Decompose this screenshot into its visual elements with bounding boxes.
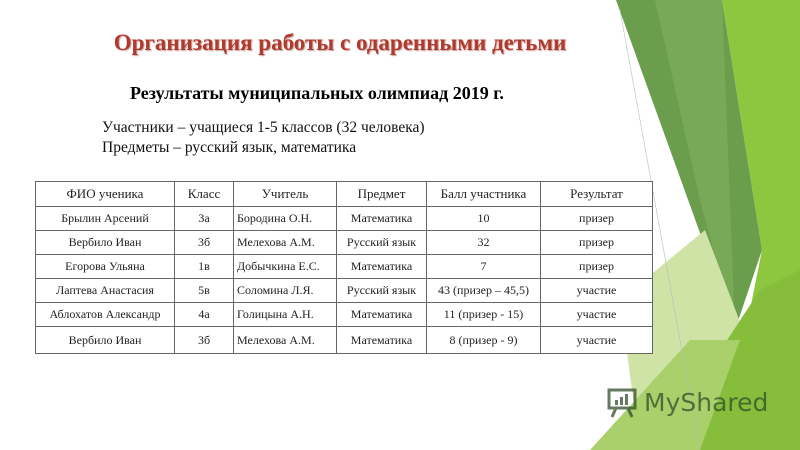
cell-name: Вербило Иван xyxy=(36,231,175,255)
cell-subject: Математика xyxy=(337,207,427,231)
cell-score: 32 xyxy=(427,231,541,255)
table-row xyxy=(36,207,653,231)
results-table xyxy=(35,181,653,354)
cell-name: Лаптева Анастасия xyxy=(36,279,175,303)
cell-class: 1в xyxy=(175,255,234,279)
header-teacher: Учитель xyxy=(234,182,337,207)
cell-score: 10 xyxy=(427,207,541,231)
table-row xyxy=(36,303,653,327)
cell-subject: Математика xyxy=(337,255,427,279)
table-row xyxy=(36,231,653,255)
presentation-board-icon xyxy=(606,386,638,418)
cell-name: Егорова Ульяна xyxy=(36,255,175,279)
cell-class: 5в xyxy=(175,279,234,303)
cell-subject: Математика xyxy=(337,327,427,354)
cell-teacher: Соломина Л.Я. xyxy=(234,279,337,303)
cell-result: призер xyxy=(541,207,653,231)
header-result: Результат xyxy=(541,182,653,207)
slide-title: Организация работы с одаренными детьми xyxy=(113,30,567,55)
myshared-watermark xyxy=(606,386,768,418)
table-row xyxy=(36,279,653,303)
cell-result: призер xyxy=(541,231,653,255)
header-class: Класс xyxy=(175,182,234,207)
cell-subject: Математика xyxy=(337,303,427,327)
cell-teacher: Бородина О.Н. xyxy=(234,207,337,231)
cell-result: участие xyxy=(541,327,653,354)
cell-name: Вербило Иван xyxy=(36,327,175,354)
header-score: Балл участника xyxy=(427,182,541,207)
cell-subject: Русский язык xyxy=(337,231,427,255)
cell-class: 4а xyxy=(175,303,234,327)
cell-score: 11 (призер - 15) xyxy=(427,303,541,327)
participants-info: Участники – учащиеся 1-5 классов (32 человека) xyxy=(102,119,425,136)
watermark-text: MyShared xyxy=(644,387,769,417)
cell-name: Аблохатов Александр xyxy=(36,303,175,327)
table-row xyxy=(36,327,653,354)
table-header-row xyxy=(36,182,653,207)
cell-class: 3б xyxy=(175,231,234,255)
cell-score: 43 (призер – 45,5) xyxy=(427,279,541,303)
cell-teacher: Мелехова А.М. xyxy=(234,231,337,255)
cell-teacher: Голицына А.Н. xyxy=(234,303,337,327)
cell-subject: Русский язык xyxy=(337,279,427,303)
cell-score: 8 (призер - 9) xyxy=(427,327,541,354)
cell-teacher: Мелехова А.М. xyxy=(234,327,337,354)
cell-score: 7 xyxy=(427,255,541,279)
cell-teacher: Добычкина Е.С. xyxy=(234,255,337,279)
header-name: ФИО ученика xyxy=(36,182,175,207)
cell-result: призер xyxy=(541,255,653,279)
cell-result: участие xyxy=(541,303,653,327)
cell-class: 3б xyxy=(175,327,234,354)
cell-result: участие xyxy=(541,279,653,303)
subjects-info: Предметы – русский язык, математика xyxy=(102,139,357,156)
slide-subtitle: Результаты муниципальных олимпиад 2019 г. xyxy=(130,83,504,103)
header-subject: Предмет xyxy=(337,182,427,207)
cell-class: 3а xyxy=(175,207,234,231)
cell-name: Брылин Арсений xyxy=(36,207,175,231)
table-row xyxy=(36,255,653,279)
